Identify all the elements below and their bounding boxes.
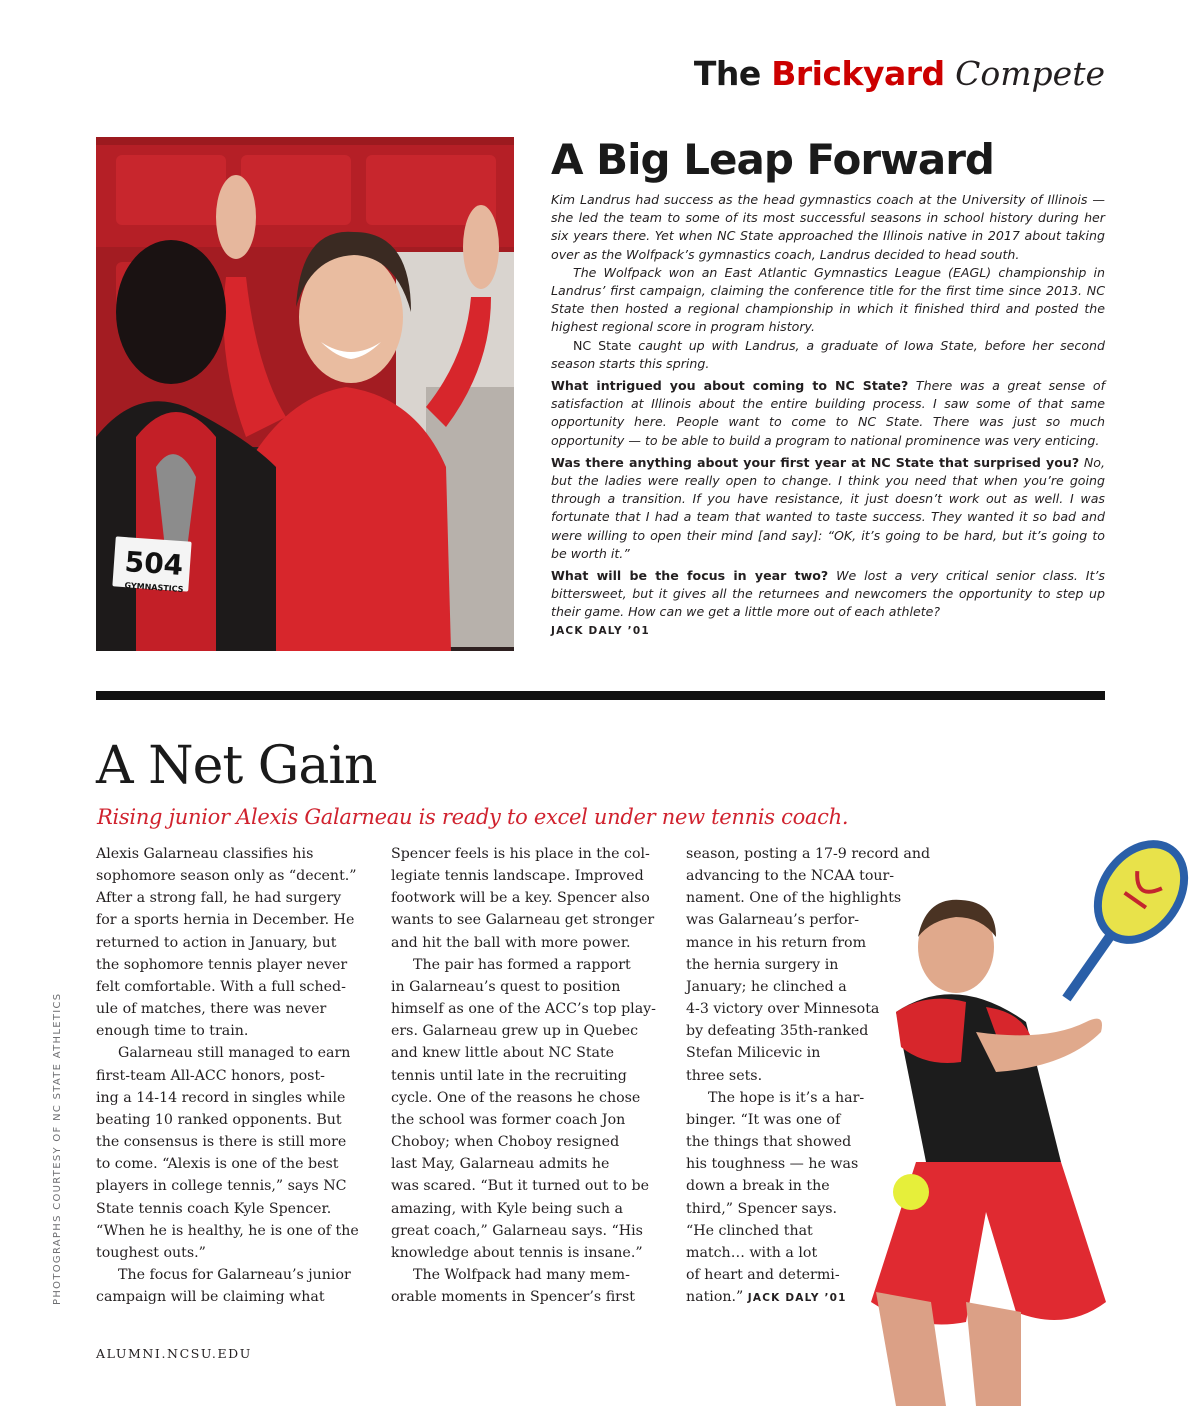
leap-intro: Kim Landrus had success as the head gymnastics coach at the University of Illinois — she led the team to some of its most successful seasons in school history during her six years there. Yet when NC State approached the Illinois native in 2017 about taking over as the Wolfpack’s gymnastics coach, Landrus decided to head south.	[551, 192, 1105, 262]
net-column-text: the things that showed	[686, 1134, 852, 1151]
leap-article-body	[551, 191, 1105, 640]
net-column-text: the school was former coach Jon	[391, 1111, 626, 1128]
net-column-text: by defeating 35th-ranked	[686, 1023, 869, 1040]
net-column-2-line	[391, 1264, 656, 1286]
leap-question-1: What intrigued you about coming to NC State?	[551, 378, 909, 394]
section-header	[694, 52, 1105, 96]
net-column-text: for a sports hernia in December. He	[96, 912, 355, 929]
tennis-player-photo	[856, 832, 1200, 1406]
net-column-text: footwork will be a key. Spencer also	[391, 890, 650, 907]
net-column-1-line	[96, 843, 359, 865]
net-column-text: himself as one of the ACC’s top play-	[391, 1001, 656, 1018]
net-column-2	[391, 843, 656, 1308]
leap-question-3: What will be the focus in year two?	[551, 568, 829, 584]
net-column-1-line	[96, 954, 359, 976]
net-column-text: binger. “It was one of	[686, 1111, 841, 1128]
leap-qa-1	[551, 377, 1105, 450]
net-column-text: and knew little about NC State	[391, 1045, 615, 1062]
net-column-text: 4-3 victory over Minnesota	[686, 1001, 880, 1018]
net-column-text: nament. One of the highlights	[686, 890, 902, 907]
net-column-1-line	[96, 1153, 359, 1175]
net-column-1-line	[96, 1065, 359, 1087]
photo-credit: PHOTOGRAPHS COURTESY OF NC STATE ATHLETICS	[52, 992, 63, 1305]
net-column-text: Choboy; when Choboy resigned	[391, 1134, 620, 1151]
net-column-text: Alexis Galarneau classifies his	[96, 846, 314, 862]
net-column-text: the hernia surgery in	[686, 956, 839, 973]
net-column-2-line	[391, 998, 656, 1020]
net-column-2-line	[391, 1065, 656, 1087]
net-column-2-line	[391, 865, 656, 887]
net-column-2-line	[391, 932, 656, 954]
net-column-text: and hit the ball with more power.	[391, 934, 631, 951]
net-column-1-line	[96, 1042, 359, 1064]
net-column-1-line	[96, 1242, 359, 1264]
net-column-text: down a break in the	[686, 1178, 830, 1195]
net-column-1-line	[96, 1020, 359, 1042]
header-compete: Compete	[955, 54, 1105, 93]
net-column-text: was Galarneau’s perfor-	[686, 912, 860, 929]
net-column-1-line	[96, 976, 359, 998]
net-column-2-line	[391, 843, 656, 865]
net-column-text: mance in his return from	[686, 934, 867, 951]
header-brickyard: Brickyard	[771, 54, 945, 93]
net-column-2-line	[391, 976, 656, 998]
leap-para3-rest: caught up with Landrus, a graduate of Iowa State, before her second season starts this spring.	[551, 337, 1105, 371]
net-byline: JACK DALY ’01	[747, 1292, 847, 1305]
net-column-text: returned to action in January, but	[96, 934, 337, 951]
net-column-2-line	[391, 1153, 656, 1175]
net-column-2-line	[391, 954, 656, 976]
net-column-text: first-team All-ACC honors, post-	[96, 1067, 325, 1084]
net-column-text: enough time to train.	[96, 1023, 249, 1040]
net-column-text: The hope is it’s a har-	[708, 1089, 865, 1106]
net-column-text: cycle. One of the reasons he chose	[391, 1089, 641, 1106]
net-column-text: beating 10 ranked opponents. But	[96, 1111, 342, 1128]
net-column-text: The pair has formed a rapport	[413, 956, 631, 973]
net-column-text: The Wolfpack had many mem-	[413, 1266, 630, 1283]
net-column-text: ers. Galarneau grew up in Quebec	[391, 1023, 639, 1040]
net-column-1-line	[96, 1131, 359, 1153]
net-column-text: Galarneau still managed to earn	[118, 1045, 351, 1062]
section-divider	[96, 691, 1105, 700]
net-column-text: orable moments in Spencer’s first	[391, 1289, 635, 1306]
leap-byline: JACK DALY ’01	[551, 624, 650, 637]
net-column-1-line	[96, 1175, 359, 1197]
net-column-text: wants to see Galarneau get stronger	[391, 912, 655, 929]
net-column-text: the consensus is there is still more	[96, 1134, 347, 1151]
net-column-text: ule of matches, there was never	[96, 1001, 327, 1018]
net-column-text: tennis until late in the recruiting	[391, 1067, 627, 1084]
net-column-2-line	[391, 1042, 656, 1064]
leap-answer-2: No, but the ladies were really open to change. I think you need that when you’re going through a transition. If you have resistance, it just doesn’t work out as well. I was fortunate that I had a team that wanted to taste success. They wanted it so bad and were willing to open their mind [and say]: “OK, it’s going to be hard, but it’s going to be worth it.”	[551, 454, 1105, 561]
net-column-1-line	[96, 1264, 359, 1286]
net-column-1-line	[96, 909, 359, 931]
net-column-2-line	[391, 1286, 656, 1308]
leap-qa-2	[551, 454, 1105, 563]
net-column-text: season, posting a 17-9 record and	[686, 846, 931, 862]
net-column-2-line	[391, 1242, 656, 1264]
net-column-1-line	[96, 1220, 359, 1242]
net-column-text: three sets.	[686, 1067, 763, 1084]
leap-title: A Big Leap Forward	[551, 135, 994, 184]
net-column-1-line	[96, 1087, 359, 1109]
net-dek: Rising junior Alexis Galarneau is ready to excel under new tennis coach.	[97, 805, 849, 829]
net-column-text: was scared. “But it turned out to be	[391, 1178, 650, 1195]
net-column-text: advancing to the NCAA tour-	[686, 868, 895, 885]
net-column-2-line	[391, 1020, 656, 1042]
net-column-2-line	[391, 1109, 656, 1131]
net-column-1-line	[96, 887, 359, 909]
net-column-2-line	[391, 1087, 656, 1109]
net-column-2-line	[391, 1131, 656, 1153]
net-column-1	[96, 843, 359, 1308]
net-column-text: of heart and determi-	[686, 1266, 840, 1283]
leap-answer-1: There was a great sense of satisfaction at Illinois about the entire building process. I saw some of that same opportunity here. People want to come to NC State. There was just so much opportunity — to be able to build a program to national prominence was very enticing.	[551, 378, 1106, 448]
net-column-text: “He clinched that	[686, 1222, 813, 1239]
net-column-text: the sophomore tennis player never	[96, 956, 348, 973]
footer-url: ALUMNI.NCSU.EDU	[96, 1346, 252, 1361]
leap-answer-3: We lost a very critical senior class. It’s bittersweet, but it gives all the returnees and newcomers the opportunity to step up their game. How can we get a little more out of each athlete?	[551, 568, 1105, 620]
net-column-1-line	[96, 1109, 359, 1131]
net-column-1-line	[96, 1198, 359, 1220]
net-column-text: Spencer feels is his place in the col-	[391, 846, 650, 862]
net-title: A Net Gain	[96, 736, 377, 796]
net-column-text: great coach,” Galarneau says. “His	[391, 1222, 643, 1239]
net-column-1-line	[96, 932, 359, 954]
net-column-text: nation.”	[686, 1289, 744, 1306]
leap-para2: The Wolfpack won an East Atlantic Gymnastics League (EAGL) championship in Landrus’ first campaign, claiming the conference title for the first time since 2013. NC State then hosted a regional championship in which it finished third and posted the highest regional score in program history.	[551, 264, 1105, 335]
net-column-1-line	[96, 998, 359, 1020]
net-column-text: Stefan Milicevic in	[686, 1045, 821, 1062]
net-column-text: third,” Spencer says.	[686, 1200, 838, 1217]
leap-para3-lead: NC State	[573, 337, 632, 353]
net-column-2-line	[391, 909, 656, 931]
net-column-2-line	[391, 1198, 656, 1220]
net-column-text: The focus for Galarneau’s junior	[118, 1266, 351, 1283]
net-column-2-line	[391, 1220, 656, 1242]
net-column-text: January; he clinched a	[686, 978, 847, 995]
net-column-text: State tennis coach Kyle Spencer.	[96, 1200, 332, 1217]
net-column-text: legiate tennis landscape. Improved	[391, 868, 644, 885]
net-column-text: felt comfortable. With a full sched-	[96, 978, 346, 995]
net-column-text: in Galarneau’s quest to position	[391, 978, 621, 995]
net-column-text: toughest outs.”	[96, 1244, 206, 1261]
net-column-text: campaign will be claiming what	[96, 1289, 325, 1306]
net-column-text: knowledge about tennis is insane.”	[391, 1244, 643, 1261]
header-the: The	[693, 54, 761, 93]
net-column-2-line	[391, 1175, 656, 1197]
leap-para3	[551, 337, 1105, 373]
leap-question-2: Was there anything about your first year at NC State that surprised you?	[551, 454, 1080, 470]
net-column-text: to come. “Alexis is one of the best	[96, 1156, 339, 1173]
net-column-text: players in college tennis,” says NC	[96, 1178, 347, 1195]
net-column-text: his toughness — he was	[686, 1156, 859, 1173]
net-column-1-line	[96, 865, 359, 887]
leap-qa-3	[551, 567, 1105, 622]
bib-label: GYMNASTICS	[124, 580, 184, 595]
net-column-text: sophomore season only as “decent.”	[96, 868, 357, 885]
gymnastics-photo	[96, 137, 514, 651]
net-column-2-line	[391, 887, 656, 909]
net-column-text: After a strong fall, he had surgery	[96, 890, 342, 907]
net-column-text: amazing, with Kyle being such a	[391, 1200, 624, 1217]
net-column-text: match… with a lot	[686, 1244, 818, 1261]
net-column-text: ing a 14-14 record in singles while	[96, 1089, 346, 1106]
net-column-text: last May, Galarneau admits he	[391, 1156, 610, 1173]
net-column-text: “When he is healthy, he is one of the	[96, 1222, 359, 1239]
net-column-1-line	[96, 1286, 359, 1308]
bib-number: 504	[123, 545, 185, 582]
